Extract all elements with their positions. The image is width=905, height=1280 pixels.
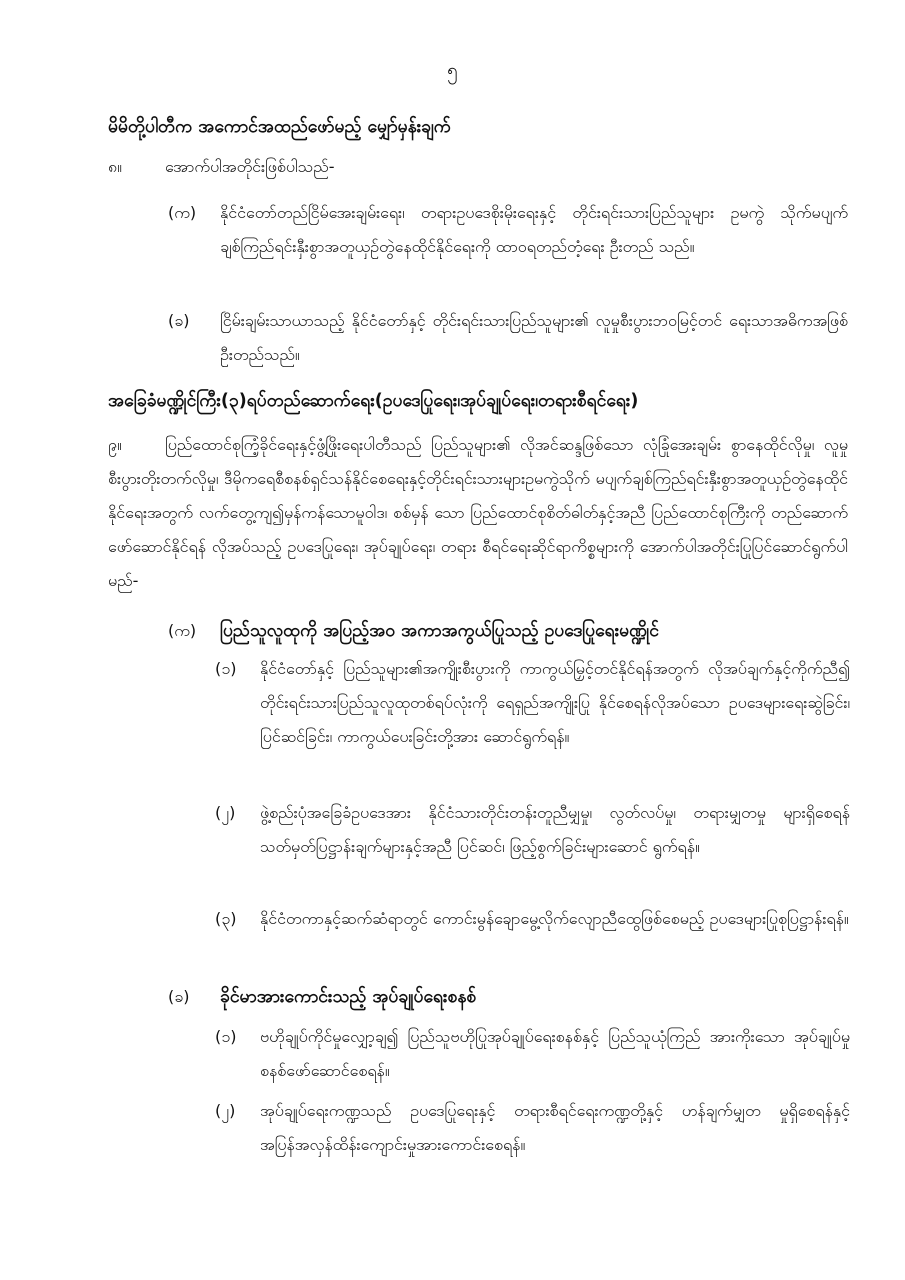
- page-number: ၅: [447, 59, 458, 81]
- paragraph-number: ၉။: [108, 435, 122, 454]
- item-text: ဗဟိုချုပ်ကိုင်မှုလျှော့ချ၍ ပြည်သူဗဟိုပြုအုပ်ချုပ်ရေးစနစ်နှင့် ပြည်သူယုံကြည် အားကိုးသော အုပ်ချုပ်မှုစနစ်ဖော်ဆောင်စေရန်။: [260, 1027, 850, 1080]
- paragraph-number: ၈။: [108, 157, 122, 176]
- item-label: (၁): [215, 1027, 237, 1046]
- item-label: (၂): [215, 803, 236, 822]
- item-label: (၃): [215, 909, 237, 928]
- item-text: နိုင်ငံတကာနှင့်ဆက်ဆံရာတွင် ကောင်းမွန်ချောမွေ့လိုက်လျောညီထွေဖြစ်စေမည့် ဥပဒေများပြုစုပြဋ္ဌာန်းရန်။: [260, 909, 849, 928]
- item-label: (က): [168, 203, 197, 222]
- item-label: (၁): [215, 659, 237, 678]
- section-heading: အခြေခံမဏ္ဍိုင်ကြီး(၃)ရပ်တည်ဆောက်ရေး(ဥပဒေပြုရေး၊အုပ်ချုပ်ရေး၊တရားစီရင်ရေး): [108, 391, 639, 411]
- item-text: ဖွဲ့စည်းပုံအခြေခံဥပဒေအား နိုင်ငံသားတိုင်းတန်းတူညီမျှမှု၊ လွတ်လပ်မှု၊ တရားမျှတမှု များရှိစေရန် သတ်မှတ်ပြဋ္ဌာန်းချက်များနှင့်အညီ ပြင်ဆင်၊ ဖြည့်စွက်ခြင်းများဆောင် ရွက်ရန်။: [260, 803, 850, 856]
- item-label: (ခ): [168, 311, 190, 330]
- item-text: နိုင်ငံတော်နှင့် ပြည်သူများ၏အကျိုးစီးပွားကို ကာကွယ်မြှင့်တင်နိုင်ရန်အတွက် လိုအပ်ချက်နှင့်ကိုက်ညီ၍ တိုင်းရင်းသားပြည်သူလူထုတစ်ရပ်လုံးကို ရေရှည်အကျိုးပြု နိုင်စေရန်လိုအပ်သော ဥပဒေများရေးဆွဲခြင်း၊ ပြင်ဆင်ခြင်း၊ ကာကွယ်ပေးခြင်းတို့အား ဆောင်ရွက်ရန်။: [260, 659, 850, 746]
- item-text: အုပ်ချုပ်ရေးကဏ္ဍသည် ဥပဒေပြုရေးနှင့် တရားစီရင်ရေးကဏ္ဍတို့နှင့် ဟန်ချက်မျှတ မှုရှိစေရန်နှင့် အပြန်အလှန်ထိန်းကျောင်းမှုအားကောင်းစေရန်။: [260, 1101, 850, 1154]
- section-heading: မိမိတို့ပါတီက အကောင်အထည်ဖော်မည့် မျှော်မှန်းချက်: [108, 117, 451, 137]
- item-text: ငြိမ်းချမ်းသာယာသည့် နိုင်ငံတော်နှင့် တိုင်းရင်းသားပြည်သူများ၏ လူမှုစီးပွားဘဝမြင့်တင် ရေးသာအဓိကအဖြစ်ဦးတည်သည်။: [220, 311, 848, 364]
- paragraph-text: ပြည်ထောင်စုကြံ့ခိုင်ရေးနှင့်ဖွံ့ဖြိုးရေးပါတီသည် ပြည်သူများ၏ လိုအင်ဆန္ဒဖြစ်သော လုံခြုံအေးချမ်း စွာနေထိုင်လိုမှု၊ လူမှုစီးပွားတိုးတက်လိုမှု၊ ဒီမိုကရေစီစနစ်ရှင်သန်နိုင်စေရေးနှင့်တိုင်းရင်းသားများဥမကွဲသိုက် မပျက်ချစ်ကြည်ရင်းနှီးစွာအတူယှဉ်တွဲနေထိုင်နိုင်ရေးအတွက် လက်တွေ့ကျ၍မှန်ကန်သောမူဝါဒ၊ စစ်မှန် သော ပြည်ထောင်စုစိတ်ဓါတ်နှင့်အညီ ပြည်ထောင်စုကြီးကို တည်ဆောက်ဖော်ဆောင်နိုင်ရန် လိုအပ်သည့် ဥပဒေပြုရေး၊ အုပ်ချုပ်ရေး၊ တရား စီရင်ရေးဆိုင်ရာကိစ္စများကို အောက်ပါအတိုင်းပြုပြင်ဆောင်ရွက်ပါမည်-: [108, 435, 848, 590]
- item-label: (၂): [215, 1101, 236, 1120]
- item-text: နိုင်ငံတော်တည်ငြိမ်အေးချမ်းရေး၊ တရားဥပဒေစိုးမိုးရေးနှင့် တိုင်းရင်းသားပြည်သူများ ဥမကွဲ သိုက်မပျက် ချစ်ကြည်ရင်းနှီးစွာအတူယှဉ်တွဲနေထိုင်နိုင်ရေးကို ထာဝရတည်တံ့ရေး ဦးတည် သည်။: [220, 203, 848, 256]
- subsection-heading: ပြည်သူလူထုကို အပြည့်အဝ အကာအကွယ်ပြုသည့် ဥပဒေပြုရေးမဏ္ဍိုင်: [220, 621, 659, 641]
- subsection-label: (ခ): [168, 987, 190, 1006]
- paragraph-intro: အောက်ပါအတိုင်းဖြစ်ပါသည်-: [165, 157, 335, 176]
- subsection-label: (က): [168, 621, 197, 640]
- subsection-heading: ခိုင်မာအားကောင်းသည့် အုပ်ချုပ်ရေးစနစ်: [220, 987, 477, 1007]
